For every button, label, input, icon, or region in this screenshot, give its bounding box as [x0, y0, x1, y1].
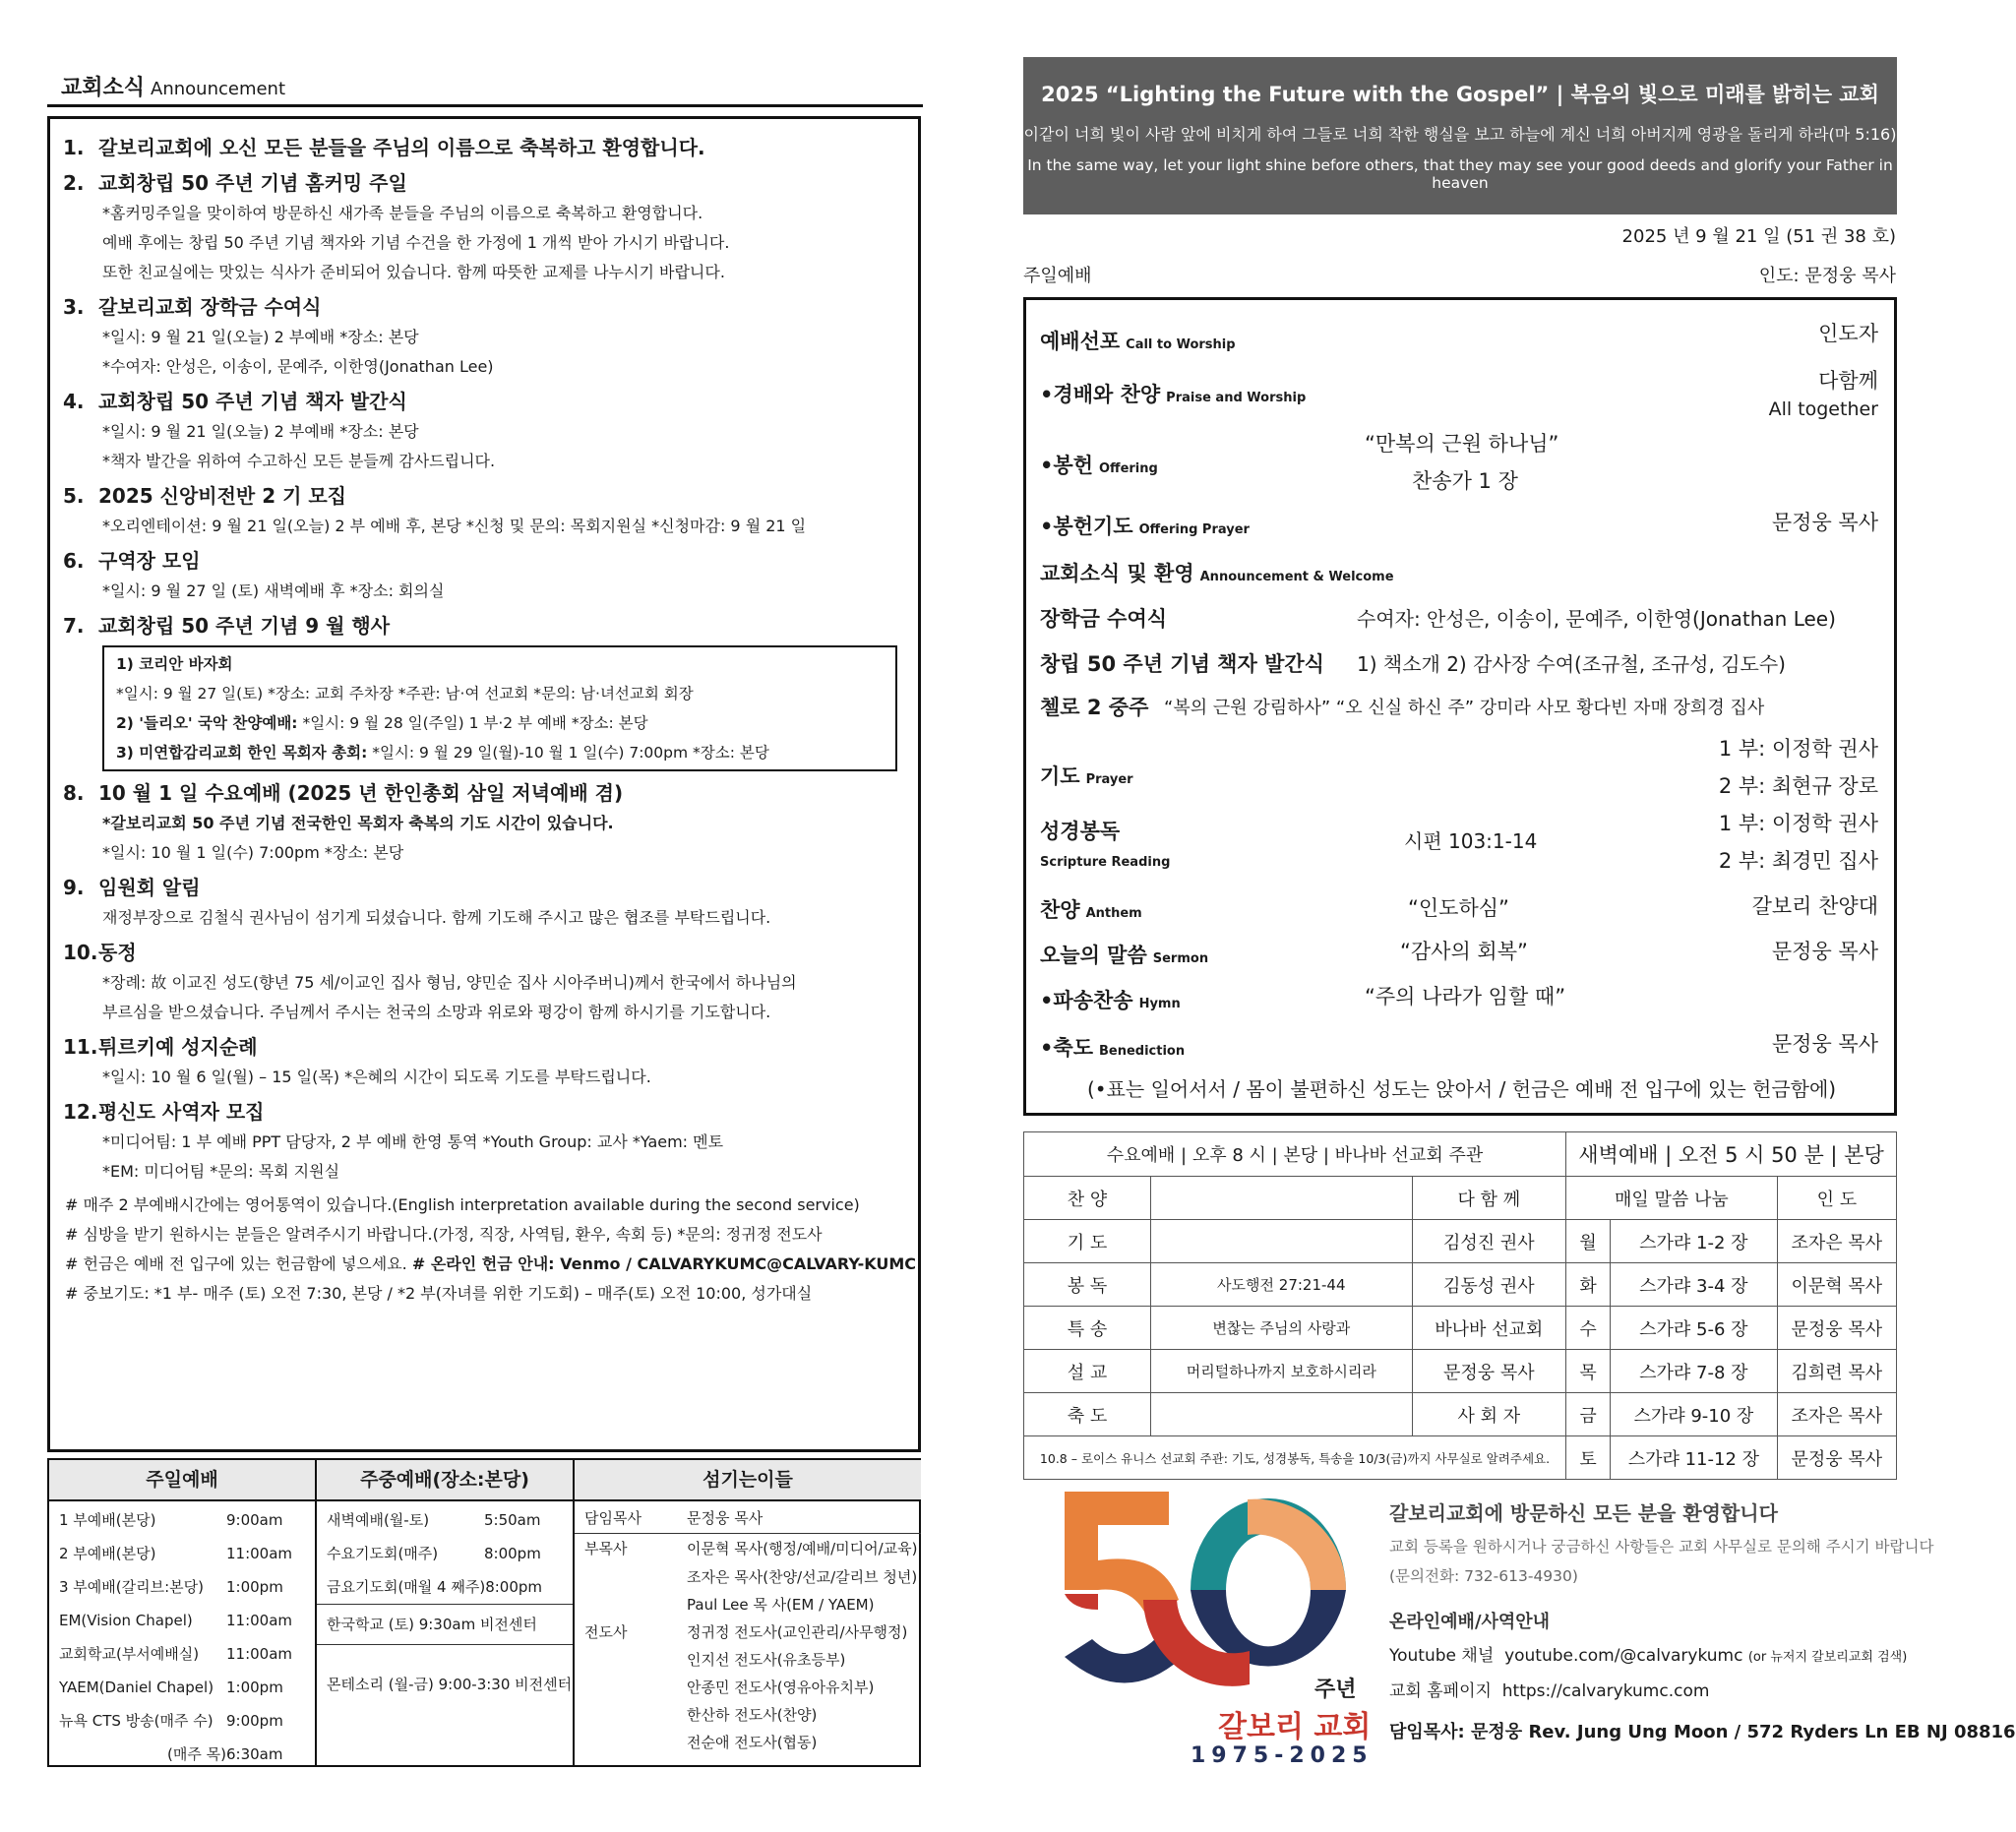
announcement-title-text: 동정 [98, 941, 137, 964]
announcement-detail: 또한 친교실에는 맛있는 식사가 준비되어 있습니다. 함께 따뜻한 교제를 나누시기 바랍니다. [102, 263, 725, 281]
weekly-cell-f: 인 도 [1777, 1177, 1896, 1220]
weekly-cell-d: 수 [1566, 1307, 1611, 1350]
announcement-title-text: 갈보리교회 장학금 수여식 [98, 295, 322, 319]
announcement-title [63, 777, 909, 809]
order-reading: 성경봉독 [1040, 820, 1121, 843]
weekly-cell-e: 스가랴 7-8 장 [1611, 1350, 1778, 1393]
staff-name: 인지선 전도사(유초등부) [687, 1651, 846, 1669]
announcement-number: 1. [63, 136, 85, 159]
announcement-item [63, 480, 909, 541]
order-hymn-title: “주의 나라가 임할 때” [1365, 985, 1566, 1008]
welcome-phone: (문의전화: 732-613-4930) [1389, 1567, 1578, 1585]
weekly-cell-a: 축 도 [1024, 1393, 1151, 1436]
order-praise-right-en: All together [1768, 398, 1878, 420]
weekday-service-name: 수요기도회(매주) [327, 1545, 439, 1562]
announcement-detail: *수여자: 안성은, 이송이, 문예주, 이한영(Jonathan Lee) [102, 357, 494, 376]
homepage-label: 교회 홈페이지 [1389, 1681, 1492, 1701]
order-prayer-1: 1 부: 이정학 권사 [1718, 737, 1878, 761]
order-offering-hymn: “만복의 근원 하나님” [1365, 432, 1559, 456]
weekly-last-lead: 문정웅 목사 [1777, 1436, 1896, 1480]
logo-five-mid [1065, 1594, 1098, 1610]
announcement-number: 5. [63, 484, 85, 508]
staff-row [575, 1533, 921, 1563]
order-cello-right: “복의 근원 강림하사” “오 신실 하신 주” 강미라 사모 황다빈 자매 장희경 집사 [1164, 698, 1765, 718]
logo-zero-top-right [1248, 1499, 1346, 1590]
announcement-title [63, 872, 909, 903]
note-online-offering: # 온라인 헌금 안내: Venmo / CALVARYKUMC@CALVARY-KUMC [411, 1254, 917, 1273]
weekday-column [317, 1460, 575, 1765]
order-anthem-title: “인도하심” [1408, 896, 1509, 920]
service-leader: 인도: 문정웅 목사 [1758, 266, 1896, 286]
staff-name: 이문혁 목사(행정/예배/미디어/교육) [687, 1540, 918, 1557]
sunday-service-name: (매주 목) [167, 1745, 226, 1763]
theme-verse-ko: 이같이 너희 빛이 사람 앞에 비치게 하여 그들로 너희 착한 행실을 보고 하늘에 계신 너희 아버지께 영광을 돌리게 하라(마 5:16) [1023, 125, 1897, 144]
weekly-cell-e: 스가랴 3-4 장 [1611, 1263, 1778, 1307]
sunday-row [49, 1738, 315, 1771]
weekday-service-time: 8:00pm [484, 1545, 541, 1562]
weekly-cell-c: 다 함 께 [1412, 1177, 1565, 1220]
order-name-en: Benediction [1099, 1044, 1186, 1059]
announcement-title-text: 갈보리교회에 오신 모든 분들을 주님의 이름으로 축복하고 환영합니다. [98, 136, 705, 159]
order-cello: 첼로 2 중주 [1040, 696, 1149, 719]
order-book-right: 1) 책소개 2) 감사장 수여(조규철, 조규성, 김도수) [1357, 652, 1786, 676]
weekly-cell-d: 화 [1566, 1263, 1611, 1307]
weekly-row [1024, 1177, 1897, 1220]
staff-row [575, 1563, 921, 1591]
staff-row [575, 1701, 921, 1729]
sunday-column [49, 1460, 317, 1765]
announcement-title [63, 132, 909, 163]
weekly-head-row [1024, 1132, 1897, 1177]
sunday-service-time: 1:00pm [226, 1679, 283, 1696]
wednesday-head: 수요예배 | 오후 8 시 | 본당 | 바나바 선교회 주관 [1024, 1132, 1566, 1177]
order-prayer-2: 2 부: 최현규 장로 [1718, 774, 1878, 798]
weekly-last-note: 10.8 – 로이스 유니스 선교회 주관: 기도, 성경봉독, 특송을 10/3(금)까지 사무실로 알려주세요. [1024, 1436, 1566, 1480]
weekly-cell-c: 문정웅 목사 [1412, 1350, 1565, 1393]
sunday-service-name: 교회학교(부서예배실) [59, 1645, 200, 1663]
order-reading-1: 1 부: 이정학 권사 [1718, 812, 1878, 835]
announcement-number: 8. [63, 781, 85, 805]
header-rule [47, 104, 923, 107]
staff-head: 섬기는이들 [575, 1460, 921, 1501]
weekly-cell-f: 조자은 목사 [1777, 1393, 1896, 1436]
weekly-cell-f: 김희련 목사 [1777, 1350, 1896, 1393]
announcement-title [63, 1096, 909, 1128]
sunday-service-time: 6:30am [226, 1745, 283, 1763]
order-hymn [1040, 985, 1181, 1014]
staff-role [575, 1701, 687, 1729]
staff-row [575, 1503, 921, 1533]
announcement-highlight: *갈보리교회 50 주년 기념 전국한인 목회자 축복의 기도 시간이 있습니다. [102, 814, 614, 832]
order-benediction-right: 문정웅 목사 [1771, 1032, 1878, 1056]
online-title: 온라인예배/사역안내 [1389, 1612, 1551, 1632]
weekly-last-day: 토 [1566, 1436, 1611, 1480]
staff-name: 정귀정 전도사(교인관리/사무행정) [687, 1623, 908, 1641]
announcement-title [63, 610, 909, 641]
announcement-header-en: Announcement [151, 79, 286, 99]
order-name-en: Offering [1099, 461, 1158, 476]
order-scholarship: 장학금 수여식 [1040, 607, 1168, 631]
weekday-row [317, 1503, 573, 1537]
order-benediction [1040, 1032, 1185, 1062]
sunday-service-name: EM(Vision Chapel) [59, 1612, 193, 1629]
announcement-list [63, 132, 917, 1309]
logo-years: 1975-2025 [1191, 1743, 1374, 1768]
announcement-item [63, 1096, 909, 1187]
sunday-row [49, 1671, 315, 1704]
announcement-title [63, 937, 909, 968]
announcement-number: 3. [63, 295, 85, 319]
weekly-cell-b: 변찮는 주님의 사랑과 [1151, 1307, 1413, 1350]
weekly-cell-c: 바나바 선교회 [1412, 1307, 1565, 1350]
note-offering-text: # 헌금은 예배 전 입구에 있는 헌금함에 넣으세요. [65, 1254, 407, 1273]
sunday-service-name: 뉴욕 CTS 방송(매주 수) [59, 1712, 214, 1730]
theme-banner [1023, 57, 1897, 214]
order-anthem [1040, 894, 1142, 924]
event-2-title: 2) '들리오' 국악 찬양예배: [116, 714, 298, 732]
order-scholarship-right: 수여자: 안성은, 이송이, 문예주, 이한영(Jonathan Lee) [1357, 607, 1836, 631]
order-footer: (•표는 일어서서 / 몸이 불편하신 성도는 앉아서 / 헌금은 예배 전 입구에 있는 헌금함에) [1087, 1077, 1837, 1101]
weekly-cell-d: 매일 말씀 나눔 [1566, 1177, 1778, 1220]
welcome-title: 갈보리교회에 방문하신 모든 분을 환영합니다 [1389, 1501, 1778, 1525]
weekly-cell-d: 목 [1566, 1350, 1611, 1393]
weekday-service-time: 8:00pm [485, 1578, 543, 1596]
order-name: 찬양 [1040, 898, 1080, 922]
sunday-service-name: 2 부예배(본당) [59, 1545, 156, 1562]
order-call-to-worship [1040, 326, 1236, 355]
event-3-details: *일시: 9 월 29 일(월)-10 월 1 일(수) 7:00pm *장소: 본당 [367, 744, 769, 762]
weekly-row [1024, 1263, 1897, 1307]
weekly-table [1023, 1131, 1897, 1480]
weekly-row [1024, 1220, 1897, 1263]
staff-role [575, 1729, 687, 1756]
order-name-en: Prayer [1085, 772, 1133, 787]
youtube-label: Youtube 채널 [1389, 1646, 1495, 1666]
weekly-cell-d: 월 [1566, 1220, 1611, 1263]
order-sermon-title: “감사의 회복” [1400, 940, 1528, 963]
order-prayer [1040, 761, 1133, 790]
staff-name: 조자은 목사(찬양/선교/갈리브 청년) [687, 1568, 918, 1586]
sunday-service-name: 3 부예배(갈리브:본당) [59, 1578, 204, 1596]
staff-name: 문정웅 목사 [687, 1509, 764, 1527]
staff-column [575, 1460, 921, 1765]
order-name: 오늘의 말씀 [1040, 944, 1147, 967]
dawn-head: 새벽예배 | 오전 5 시 50 분 | 본당 [1566, 1132, 1897, 1177]
order-name-en: Announcement & Welcome [1199, 570, 1394, 584]
pastor-line: 담임목사: 문정웅 Rev. Jung Ung Moon / 572 Ryders Ln EB NJ 08816 [1389, 1722, 2016, 1742]
sunday-service-time: 9:00am [226, 1511, 283, 1529]
announcement-detail: *EM: 미디어팀 *문의: 목회 지원실 [102, 1162, 340, 1181]
announcement-header [61, 71, 285, 101]
weekday-row [317, 1570, 573, 1604]
weekly-last-row [1024, 1436, 1897, 1480]
announcement-detail: *책자 발간을 위하여 수고하신 모든 분들께 감사드립니다. [102, 452, 496, 470]
weekly-cell-d: 금 [1566, 1393, 1611, 1436]
announcement-title [63, 386, 909, 417]
staff-role: 담임목사 [584, 1509, 641, 1527]
staff-row [575, 1646, 921, 1674]
sunday-service-name: 1 부예배(본당) [59, 1511, 156, 1529]
announcement-title-text: 2025 신앙비전반 2 기 모집 [98, 484, 346, 508]
sunday-row [49, 1637, 315, 1671]
theme-title: 2025 “Lighting the Future with the Gospel” | 복음의 빛으로 미래를 밝히는 교회 [1041, 83, 1879, 106]
sunday-service-time: 11:00am [226, 1612, 293, 1629]
order-praise [1040, 379, 1306, 408]
announcement-number: 12. [63, 1100, 98, 1124]
announcement-detail: *홈커밍주일을 맞이하여 방문하신 새가족 분들을 주님의 이름으로 축복하고 환영합니다. [102, 204, 703, 222]
order-name-en: Sermon [1152, 951, 1209, 966]
youtube-line [1389, 1641, 1907, 1666]
staff-name: 한산하 전도사(찬양) [687, 1706, 818, 1724]
announcement-title [63, 291, 909, 323]
staff-row [575, 1591, 921, 1618]
weekly-cell-a: 설 교 [1024, 1350, 1151, 1393]
order-sermon-right: 문정웅 목사 [1771, 940, 1878, 963]
weekly-row [1024, 1393, 1897, 1436]
order-offering-hymn-number: 찬송가 1 장 [1412, 469, 1518, 493]
announcement-detail: *미디어팀: 1 부 예배 PPT 담당자, 2 부 예배 한영 통역 *Youth Group: 교사 *Yaem: 멘토 [102, 1132, 724, 1151]
announcement-number: 4. [63, 390, 85, 413]
staff-role: 전도사 [584, 1623, 628, 1641]
announcement-detail: 예배 후에는 창립 50 주년 기념 책자와 기념 수건을 한 가정에 1 개씩 받아 가시기 바랍니다. [102, 233, 730, 252]
weekly-cell-b [1151, 1220, 1413, 1263]
weekly-cell-a: 기 도 [1024, 1220, 1151, 1263]
schedule-table [47, 1458, 921, 1767]
note-intercession: # 중보기도: *1 부- 매주 (토) 오전 7:30, 본당 / *2 부(자녀를 위한 기도회) – 매주(토) 오전 10:00, 성가대실 [65, 1284, 813, 1303]
sunday-row [49, 1604, 315, 1637]
order-reading-passage: 시편 103:1-14 [1404, 829, 1538, 853]
announcement-item [63, 610, 909, 641]
order-anthem-right: 갈보리 찬양대 [1751, 894, 1878, 918]
weekly-cell-b [1151, 1393, 1413, 1436]
weekly-last-read: 스가랴 11-12 장 [1611, 1436, 1778, 1480]
announcement-number: 9. [63, 876, 85, 899]
announcement-detail: *일시: 9 월 21 일(오늘) 2 부예배 *장소: 본당 [102, 328, 419, 346]
announcement-item [63, 937, 909, 1027]
announcement-title-text: 구역장 모임 [98, 549, 201, 573]
sunday-row [49, 1503, 315, 1537]
welcome-text: 교회 등록을 원하시거나 궁금하신 사항들은 교회 사무실로 문의해 주시기 바랍니다 [1389, 1538, 1934, 1556]
announcement-title-text: 튀르키예 성지순례 [98, 1035, 258, 1059]
event-1-details: *일시: 9 월 27 일(토) *장소: 교회 주차장 *주관: 남·여 선교회 *문의: 남·녀선교회 회장 [116, 685, 694, 702]
weekly-row [1024, 1307, 1897, 1350]
announcement-title-text: 임원회 알림 [98, 876, 201, 899]
logo-jubilee: 주년 [1314, 1678, 1357, 1702]
staff-name: 전순애 전도사(협동) [687, 1734, 818, 1751]
announcement-header-ko: 교회소식 [61, 76, 146, 100]
order-offering-prayer [1040, 511, 1250, 540]
staff-row [575, 1618, 921, 1646]
announcement-item [63, 291, 909, 382]
weekly-cell-c: 사 회 자 [1412, 1393, 1565, 1436]
announcement-item [63, 167, 909, 287]
announcement-detail: *일시: 10 월 1 일(수) 7:00pm *장소: 본당 [102, 843, 404, 862]
order-announcement [1040, 558, 1394, 587]
korean-school: 한국학교 (토) 9:30am 비전센터 [317, 1604, 573, 1644]
weekly-cell-e: 스가랴 9-10 장 [1611, 1393, 1778, 1436]
announcement-number: 2. [63, 171, 85, 195]
order-name: •축도 [1040, 1036, 1093, 1060]
montessori: 몬테소리 (월-금) 9:00-3:30 비전센터 [317, 1644, 573, 1724]
anniversary-logo-icon [1053, 1492, 1368, 1688]
homepage-link[interactable]: https://calvarykumc.com [1501, 1681, 1710, 1701]
announcement-title-text: 10 월 1 일 수요예배 (2025 년 한인총회 삼일 저녁예배 겸) [98, 781, 624, 805]
announcement-detail: *일시: 9 월 27 일 (토) 새벽예배 후 *장소: 회의실 [102, 581, 445, 600]
sunday-service-time: 1:00pm [226, 1578, 283, 1596]
order-offering [1040, 450, 1158, 479]
announcement-number: 7. [63, 614, 85, 638]
announcement-title [63, 167, 909, 199]
sunday-row [49, 1570, 315, 1604]
order-name: 교회소식 및 환영 [1040, 562, 1194, 585]
order-name-en: Praise and Worship [1166, 391, 1307, 405]
sunday-row [49, 1537, 315, 1570]
order-praise-right: 다함께 [1818, 369, 1878, 393]
theme-verse-en: In the same way, let your light shine before others, that they may see your good deeds and glorify your Father in heaven [1027, 156, 1893, 192]
weekly-cell-c: 김성진 권사 [1412, 1220, 1565, 1263]
announcement-title-text: 평신도 사역자 모집 [98, 1100, 265, 1124]
order-reading-en: Scripture Reading [1040, 855, 1171, 870]
weekday-row [317, 1537, 573, 1570]
order-call-right: 인도자 [1818, 322, 1878, 345]
announcement-detail: 재정부장으로 김철식 권사님이 섬기게 되셨습니다. 함께 기도해 주시고 많은 협조를 부탁드립니다. [102, 908, 771, 927]
staff-name: Paul Lee 목 사(EM / YAEM) [687, 1596, 875, 1614]
sunday-service-time: 9:00pm [226, 1712, 283, 1730]
order-book: 창립 50 주년 기념 책자 발간식 [1040, 652, 1324, 676]
sunday-row [49, 1704, 315, 1738]
weekly-cell-c: 김동성 권사 [1412, 1263, 1565, 1307]
weekday-service-name: 금요기도회(매월 4 째주) [327, 1578, 486, 1596]
order-name: •경배와 찬양 [1040, 383, 1161, 406]
announcement-item [63, 386, 909, 476]
event-1-title: 1) 코리안 바자회 [116, 655, 233, 673]
order-name-en: Offering Prayer [1138, 522, 1250, 537]
sunday-head: 주일예배 [49, 1460, 315, 1501]
weekly-cell-f: 조자은 목사 [1777, 1220, 1896, 1263]
announcement-item [63, 777, 909, 868]
weekly-cell-f: 문정웅 목사 [1777, 1307, 1896, 1350]
service-label: 주일예배 [1023, 266, 1092, 286]
staff-name: 안종민 전도사(영유아유치부) [687, 1679, 875, 1696]
weekly-cell-b [1151, 1177, 1413, 1220]
event-3-title: 3) 미연합감리교회 한인 목회자 총회: [116, 744, 368, 762]
order-name: •파송찬송 [1040, 989, 1133, 1012]
note-interpretation: # 매주 2 부예배시간에는 영어통역이 있습니다.(English interpretation available during the second service) [65, 1195, 860, 1214]
announcement-detail: *일시: 10 월 6 일(월) – 15 일(목) *은혜의 시간이 되도록 기도를 부탁드립니다. [102, 1068, 651, 1086]
announcement-title [63, 480, 909, 512]
order-of-worship [1023, 297, 1897, 1116]
weekday-service-time: 5:50am [484, 1511, 541, 1529]
note-visitation: # 심방을 받기 원하시는 분들은 알려주시기 바랍니다.(가정, 직장, 사역팀, 환우, 속회 등) *문의: 정귀정 전도사 [65, 1225, 823, 1244]
sunday-service-time: 11:00am [226, 1645, 293, 1663]
announcement-number: 11. [63, 1035, 98, 1059]
announcement-number: 6. [63, 549, 85, 573]
announcement-title [63, 545, 909, 577]
weekly-cell-e: 스가랴 1-2 장 [1611, 1220, 1778, 1263]
staff-role [575, 1646, 687, 1674]
event-box [102, 645, 897, 771]
order-name: •봉헌기도 [1040, 515, 1133, 538]
sunday-service-name: YAEM(Daniel Chapel) [59, 1679, 214, 1696]
weekly-cell-a: 봉 독 [1024, 1263, 1151, 1307]
weekly-cell-a: 찬 양 [1024, 1177, 1151, 1220]
announcement-title-text: 교회창립 50 주년 기념 책자 발간식 [98, 390, 407, 413]
staff-role [575, 1674, 687, 1701]
event-3 [116, 738, 884, 767]
staff-role: 부목사 [584, 1540, 628, 1557]
order-name-en: Anthem [1085, 906, 1142, 921]
weekly-cell-b: 사도행전 27:21-44 [1151, 1263, 1413, 1307]
order-name: 예배선포 [1040, 330, 1121, 353]
order-offering-prayer-right: 문정웅 목사 [1771, 511, 1878, 534]
staff-row [575, 1729, 921, 1756]
order-name-en: Hymn [1138, 997, 1181, 1011]
announcement-item [63, 545, 909, 606]
order-reading-2: 2 부: 최경민 집사 [1718, 849, 1878, 873]
issue-date: 2025 년 9 월 21 일 (51 권 38 호) [1621, 226, 1896, 247]
homepage-line [1389, 1677, 1709, 1701]
weekly-cell-a: 특 송 [1024, 1307, 1151, 1350]
note-offering [65, 1250, 917, 1279]
order-name: 기도 [1040, 764, 1080, 788]
announcement-title [63, 1031, 909, 1063]
weekly-cell-b: 머리털하나까지 보호하시리라 [1151, 1350, 1413, 1393]
youtube-link[interactable]: youtube.com/@calvarykumc [1504, 1646, 1743, 1666]
weekday-head: 주중예배(장소:본당) [317, 1460, 573, 1501]
announcement-detail: *장례: 故 이교진 성도(향년 75 세/이교인 집사 형님, 양민순 집사 시아주버니)께서 한국에서 하나님의 [102, 973, 797, 992]
order-sermon [1040, 940, 1208, 969]
logo-church-name: 갈보리 교회 [1218, 1710, 1372, 1744]
announcement-item [63, 872, 909, 933]
event-2 [116, 708, 884, 738]
announcement-item [63, 1031, 909, 1092]
youtube-note: (or 뉴저지 갈보리교회 검색) [1747, 1650, 1908, 1665]
announcement-detail: *일시: 9 월 21 일(오늘) 2 부예배 *장소: 본당 [102, 422, 419, 441]
announcement-title-text: 교회창립 50 주년 기념 9 월 행사 [98, 614, 391, 638]
staff-row [575, 1674, 921, 1701]
announcement-detail: 부르심을 받으셨습니다. 주님께서 주시는 천국의 소망과 위로와 평강이 함께 하시기를 기도합니다. [102, 1003, 771, 1021]
order-name-en: Call to Worship [1126, 337, 1236, 352]
order-name: •봉헌 [1040, 454, 1093, 477]
sunday-service-time: 11:00am [226, 1545, 293, 1562]
staff-role [575, 1591, 687, 1618]
announcement-number: 10. [63, 941, 98, 964]
event-2-details: *일시: 9 월 28 일(주일) 1 부·2 부 예배 *장소: 본당 [297, 714, 648, 732]
weekly-row [1024, 1350, 1897, 1393]
weekly-cell-f: 이문혁 목사 [1777, 1263, 1896, 1307]
weekly-cell-e: 스가랴 5-6 장 [1611, 1307, 1778, 1350]
announcement-item [63, 132, 909, 163]
announcement-detail: *오리엔테이션: 9 월 21 일(오늘) 2 부 예배 후, 본당 *신청 및 문의: 목회지원실 *신청마감: 9 월 21 일 [102, 517, 807, 535]
weekday-service-name: 새벽예배(월-토) [327, 1511, 430, 1529]
staff-role [575, 1563, 687, 1591]
announcement-title-text: 교회창립 50 주년 기념 홈커밍 주일 [98, 171, 407, 195]
